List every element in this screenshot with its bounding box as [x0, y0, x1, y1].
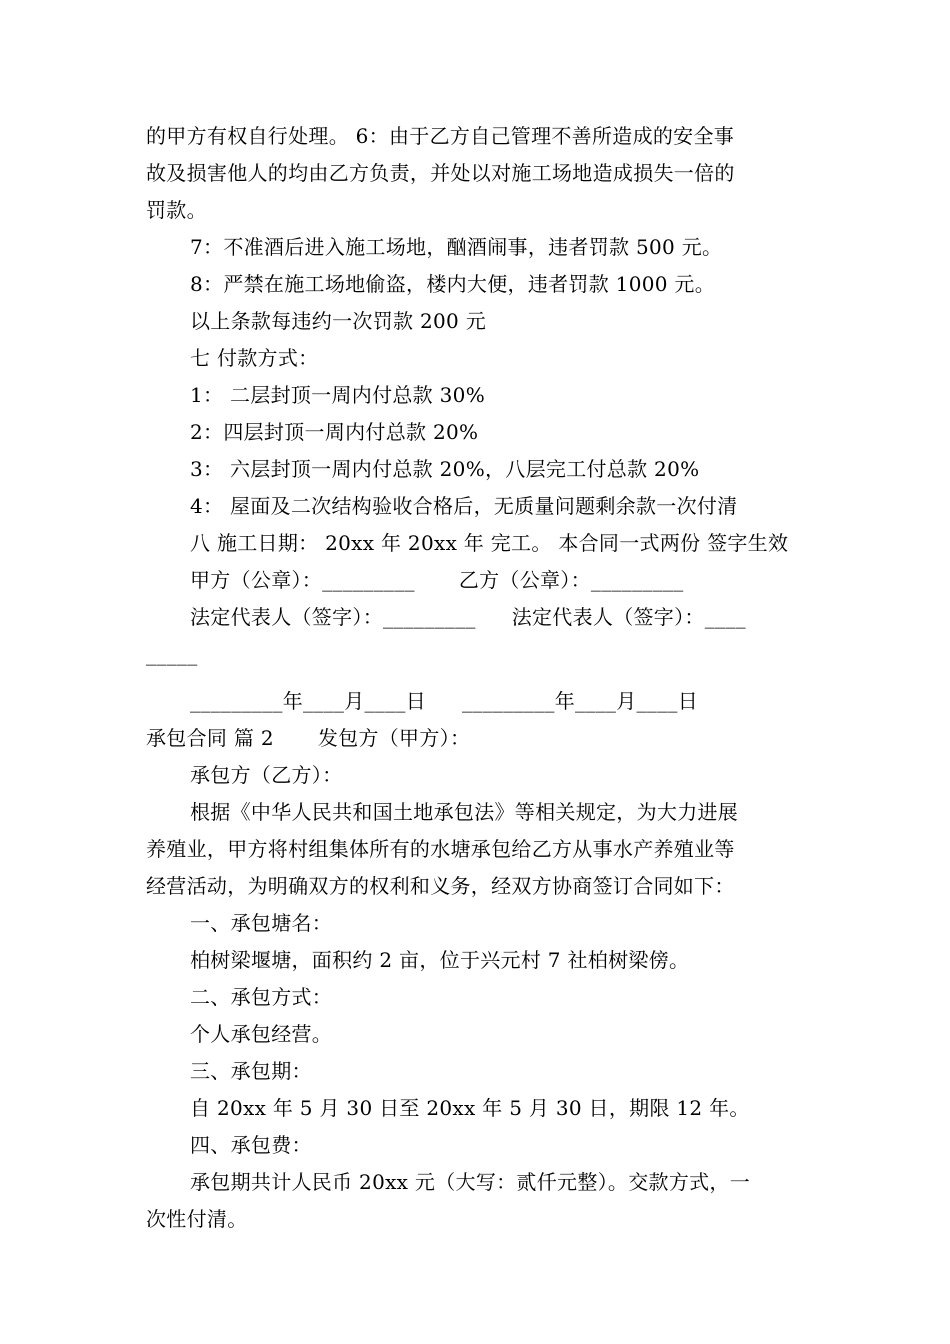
signature-row-rep: [146, 599, 806, 636]
section-3-title: 三、承包期：: [190, 1059, 312, 1083]
document-body: [146, 118, 806, 1238]
payment-item-1: 1： 二层封顶一周内付总款 30%: [190, 383, 485, 407]
paragraph-line: 的甲方有权自行处理。 6：由于乙方自己管理不善所造成的安全事: [146, 124, 735, 148]
intro-line: 经营活动，为明确双方的权利和义务，经双方协商签订合同如下：: [146, 874, 735, 898]
section-4-body-continued: 次性付清。: [146, 1207, 248, 1231]
party-a-seal: 甲方（公章）：_________: [190, 568, 415, 592]
clause-8: 8：严禁在施工场地偷盗，楼内大便，违者罚款 1000 元。: [190, 272, 716, 296]
clause-7: 7：不准酒后进入施工场地，酗酒闹事，违者罚款 500 元。: [190, 235, 723, 259]
signature-row-date: [146, 683, 806, 720]
party-b-seal: 乙方（公章）：_________: [458, 568, 684, 592]
section-4-body: 承包期共计人民币 20xx 元（大写：贰仟元整）。交款方式，一: [190, 1170, 751, 1194]
party-b-date: _________年____月____日: [462, 689, 698, 713]
section-heading-payment: 七 付款方式：: [190, 346, 319, 370]
contract-2-heading: 承包合同 篇 2: [146, 726, 274, 750]
employer-label: 发包方（甲方）：: [317, 726, 471, 750]
section-3-body: 自 20xx 年 5 月 30 日至 20xx 年 5 月 30 日，期限 12 年。: [190, 1096, 750, 1120]
section-2-title: 二、承包方式：: [190, 985, 333, 1009]
paragraph-line: 罚款。: [146, 198, 207, 222]
party-a-date: _________年____月____日: [190, 689, 426, 713]
paragraph-line: 故及损害他人的均由乙方负责，并处以对施工场地造成损失一倍的: [146, 161, 735, 185]
payment-item-4: 4： 屋面及二次结构验收合格后，无质量问题剩余款一次付清: [190, 494, 738, 518]
contract-2-header: [146, 720, 806, 757]
signature-line-continued: _____: [146, 642, 198, 666]
payment-item-2: 2：四层封顶一周内付总款 20%: [190, 420, 479, 444]
intro-line: 养殖业，甲方将村组集体所有的水塘承包给乙方从事水产养殖业等: [146, 837, 735, 861]
payment-item-3: 3： 六层封顶一周内付总款 20%，八层完工付总款 20%: [190, 457, 700, 481]
contractor-label: 承包方（乙方）：: [190, 763, 343, 787]
party-b-representative: 法定代表人（签字）：____: [511, 605, 746, 629]
section-1-body: 柏树梁堰塘，面积约 2 亩，位于兴元村 7 社柏树梁傍。: [190, 948, 690, 972]
penalty-note: 以上条款每违约一次罚款 200 元: [190, 309, 486, 333]
construction-date-line: 八 施工日期： 20xx 年 20xx 年 完工。 本合同一式两份 签字生效: [190, 531, 789, 555]
intro-line: 根据《中华人民共和国土地承包法》等相关规定，为大力进展: [190, 800, 739, 824]
signature-row-seal: [146, 562, 806, 599]
party-a-representative: 法定代表人（签字）：_________: [190, 605, 476, 629]
section-2-body: 个人承包经营。: [190, 1022, 333, 1046]
section-1-title: 一、承包塘名：: [190, 911, 333, 935]
section-4-title: 四、承包费：: [190, 1133, 312, 1157]
